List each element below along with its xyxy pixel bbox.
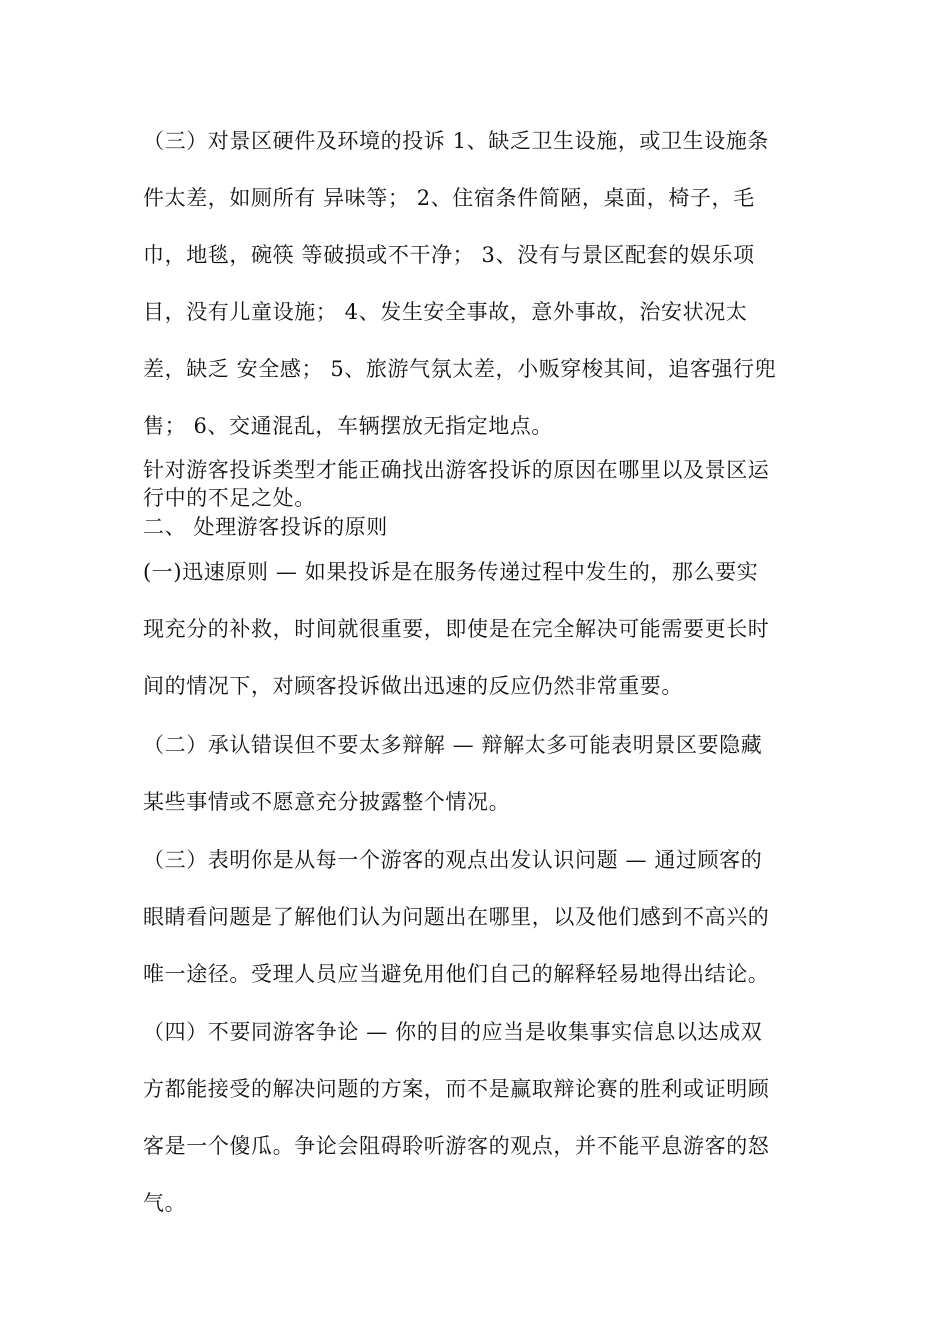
paragraph-line: （四）不要同游客争论 — 你的目的应当是收集事实信息以达成双 bbox=[143, 1020, 763, 1044]
paragraph-line: 气。 bbox=[143, 1191, 187, 1215]
paragraph-line: 现充分的补救，时间就很重要，即使是在完全解决可能需要更长时 bbox=[143, 617, 770, 641]
paragraph-line: （二）承认错误但不要太多辩解 — 辩解太多可能表明景区要隐藏 bbox=[143, 733, 763, 757]
paragraph-line: 客是一个傻瓜。争论会阻碍聆听游客的观点，并不能平息游客的怒 bbox=[143, 1134, 770, 1158]
paragraph-line: 差，缺乏 安全感； 5、旅游气氛太差，小贩穿梭其间，追客强行兜 bbox=[143, 357, 777, 381]
paragraph-line: 唯一途径。受理人员应当避免用他们自己的解释轻易地得出结论。 bbox=[143, 962, 770, 986]
paragraph-line: 巾，地毯，碗筷 等破损或不干净； 3、没有与景区配套的娱乐项 bbox=[143, 243, 755, 267]
paragraph-line: 行中的不足之处。 bbox=[143, 486, 316, 510]
paragraph-line: （三）对景区硬件及环境的投诉 1、缺乏卫生设施，或卫生设施条 bbox=[143, 129, 770, 153]
paragraph-line: （三）表明你是从每一个游客的观点出发认识问题 — 通过顾客的 bbox=[143, 848, 763, 872]
paragraph-line: 售； 6、交通混乱，车辆摆放无指定地点。 bbox=[143, 414, 554, 438]
paragraph-line: 目，没有儿童设施； 4、发生安全事故，意外事故，治安状况太 bbox=[143, 300, 748, 324]
section-heading: 二、 处理游客投诉的原则 bbox=[143, 515, 388, 539]
paragraph-line: 眼睛看问题是了解他们认为问题出在哪里，以及他们感到不高兴的 bbox=[143, 905, 770, 929]
paragraph-line: 某些事情或不愿意充分披露整个情况。 bbox=[143, 790, 511, 814]
paragraph-line: 方都能接受的解决问题的方案，而不是赢取辩论赛的胜利或证明顾 bbox=[143, 1077, 770, 1101]
paragraph-line: 针对游客投诉类型才能正确找出游客投诉的原因在哪里以及景区运 bbox=[143, 458, 770, 482]
paragraph-line: 件太差，如厕所有 异味等； 2、住宿条件简陋，桌面，椅子，毛 bbox=[143, 186, 755, 210]
paragraph-line: 间的情况下，对顾客投诉做出迅速的反应仍然非常重要。 bbox=[143, 674, 683, 698]
paragraph-line: (一)迅速原则 — 如果投诉是在服务传递过程中发生的，那么要实 bbox=[143, 560, 759, 584]
